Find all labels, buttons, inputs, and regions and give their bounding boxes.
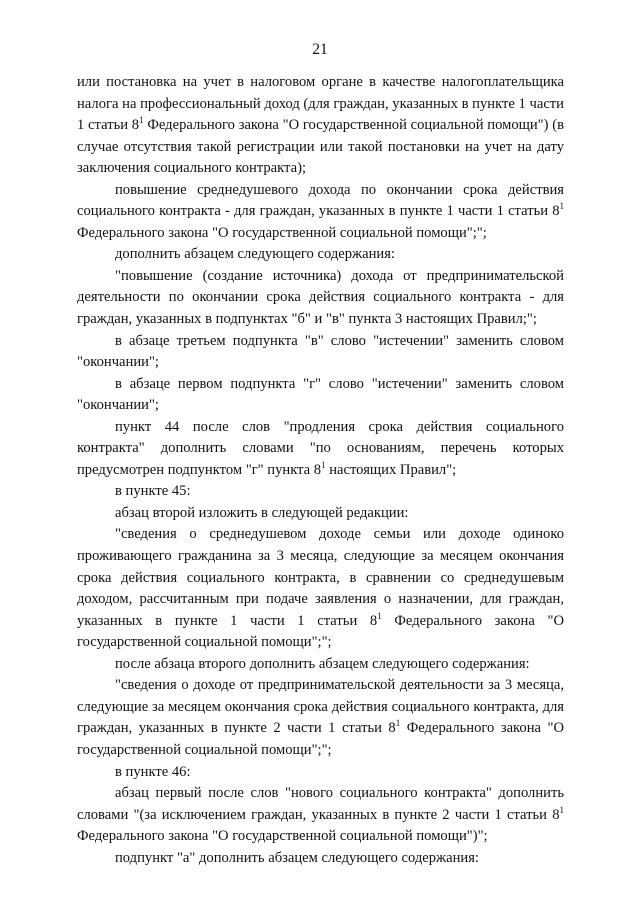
paragraph (77, 481, 564, 503)
paragraph (77, 675, 564, 761)
text-fragment: "сведения о среднедушевом доходе семьи или доходе одиноко проживающего гражданина за 3 месяца, следующие за месяцем окончания срока действия социального контракта, в сравнении со среднедушевым доходом, рассчитанным при подаче заявления о назначении, для граждан, указанных в пункте 1 части 1 статьи 8 (77, 526, 564, 629)
superscript: 1 (377, 610, 382, 621)
paragraph (77, 417, 564, 482)
text-fragment: Федерального закона "О государственной социальной помощи")"; (77, 828, 488, 845)
superscript: 1 (559, 201, 564, 212)
text-fragment: повышение среднедушевого дохода по окончании срока действия социального контракта - для граждан, указанных в пункте 1 части 1 статьи 8 (77, 181, 564, 220)
text-fragment: дополнить абзацем следующего содержания: (115, 246, 395, 263)
superscript: 1 (395, 718, 401, 729)
paragraph (77, 331, 564, 374)
text-fragment: пункт 44 после слов "продления срока действия социального контракта" дополнить словами "по основаниям, перечень которых предусмотрен подпунктом "г" пункта 8 (77, 418, 564, 478)
paragraph (77, 503, 564, 525)
text-fragment: после абзаца второго дополнить абзацем следующего содержания: (115, 655, 530, 672)
text-fragment: Федерального закона "О государственной социальной помощи";"; (77, 224, 487, 241)
paragraph (77, 180, 564, 245)
text-fragment: Федерального закона "О государственной социальной помощи";"; (77, 720, 564, 758)
paragraph (77, 762, 564, 784)
paragraph (77, 654, 564, 676)
text-fragment: в пункте 46: (115, 763, 191, 780)
paragraph (77, 266, 564, 331)
text-fragment: абзац первый после слов "нового социального контракта" дополнить словами "(за исключением граждан, указанных в пункте 2 части 1 статьи 8 (77, 785, 564, 823)
superscript: 1 (321, 459, 326, 470)
text-fragment: в абзаце третьем подпункта "в" слово "истечении" заменить словом "окончании"; (77, 332, 564, 371)
text-fragment: "сведения о доходе от предпринимательской деятельности за 3 месяца, следующие за месяцем окончания срока действия социального контракта, для граждан, указанных в пункте 2 части 1 статьи 8 (77, 677, 564, 737)
superscript: 1 (139, 115, 144, 126)
text-fragment: абзац второй изложить в следующей редакции: (115, 504, 409, 521)
text-fragment: настоящих Правил"; (325, 461, 457, 478)
paragraph (77, 524, 564, 653)
paragraph (77, 244, 564, 266)
paragraph (77, 72, 564, 180)
document-body (77, 72, 564, 869)
text-fragment: Федерального закона "О государственной социальной помощи") (в случае отсутствия такой регистрации или такой постановки на учет на дату заключения социального контракта); (77, 117, 564, 177)
text-fragment: в абзаце первом подпункта "г" слово "истечении" заменить словом "окончании"; (77, 375, 564, 414)
paragraph (77, 783, 564, 848)
text-fragment: "повышение (создание источника) дохода от предпринимательской деятельности по окончании срока действия социального контракта - для граждан, указанных в подпунктах "б" и "в" пункта 3 настоящих Правил;"; (77, 267, 564, 328)
text-fragment: подпункт "а" дополнить абзацем следующего содержания: (115, 849, 479, 866)
page-number: 21 (312, 41, 328, 58)
paragraph (77, 848, 564, 870)
text-fragment: или постановка на учет в налоговом органе в качестве налогоплательщика налога на профессиональный доход (для граждан, указанных в пункте 1 части 1 статьи 8 (77, 74, 564, 134)
paragraph (77, 374, 564, 417)
text-fragment: в пункте 45: (115, 483, 191, 500)
superscript: 1 (559, 804, 564, 815)
text-fragment: Федерального закона "О государственной социальной помощи";"; (77, 612, 565, 651)
